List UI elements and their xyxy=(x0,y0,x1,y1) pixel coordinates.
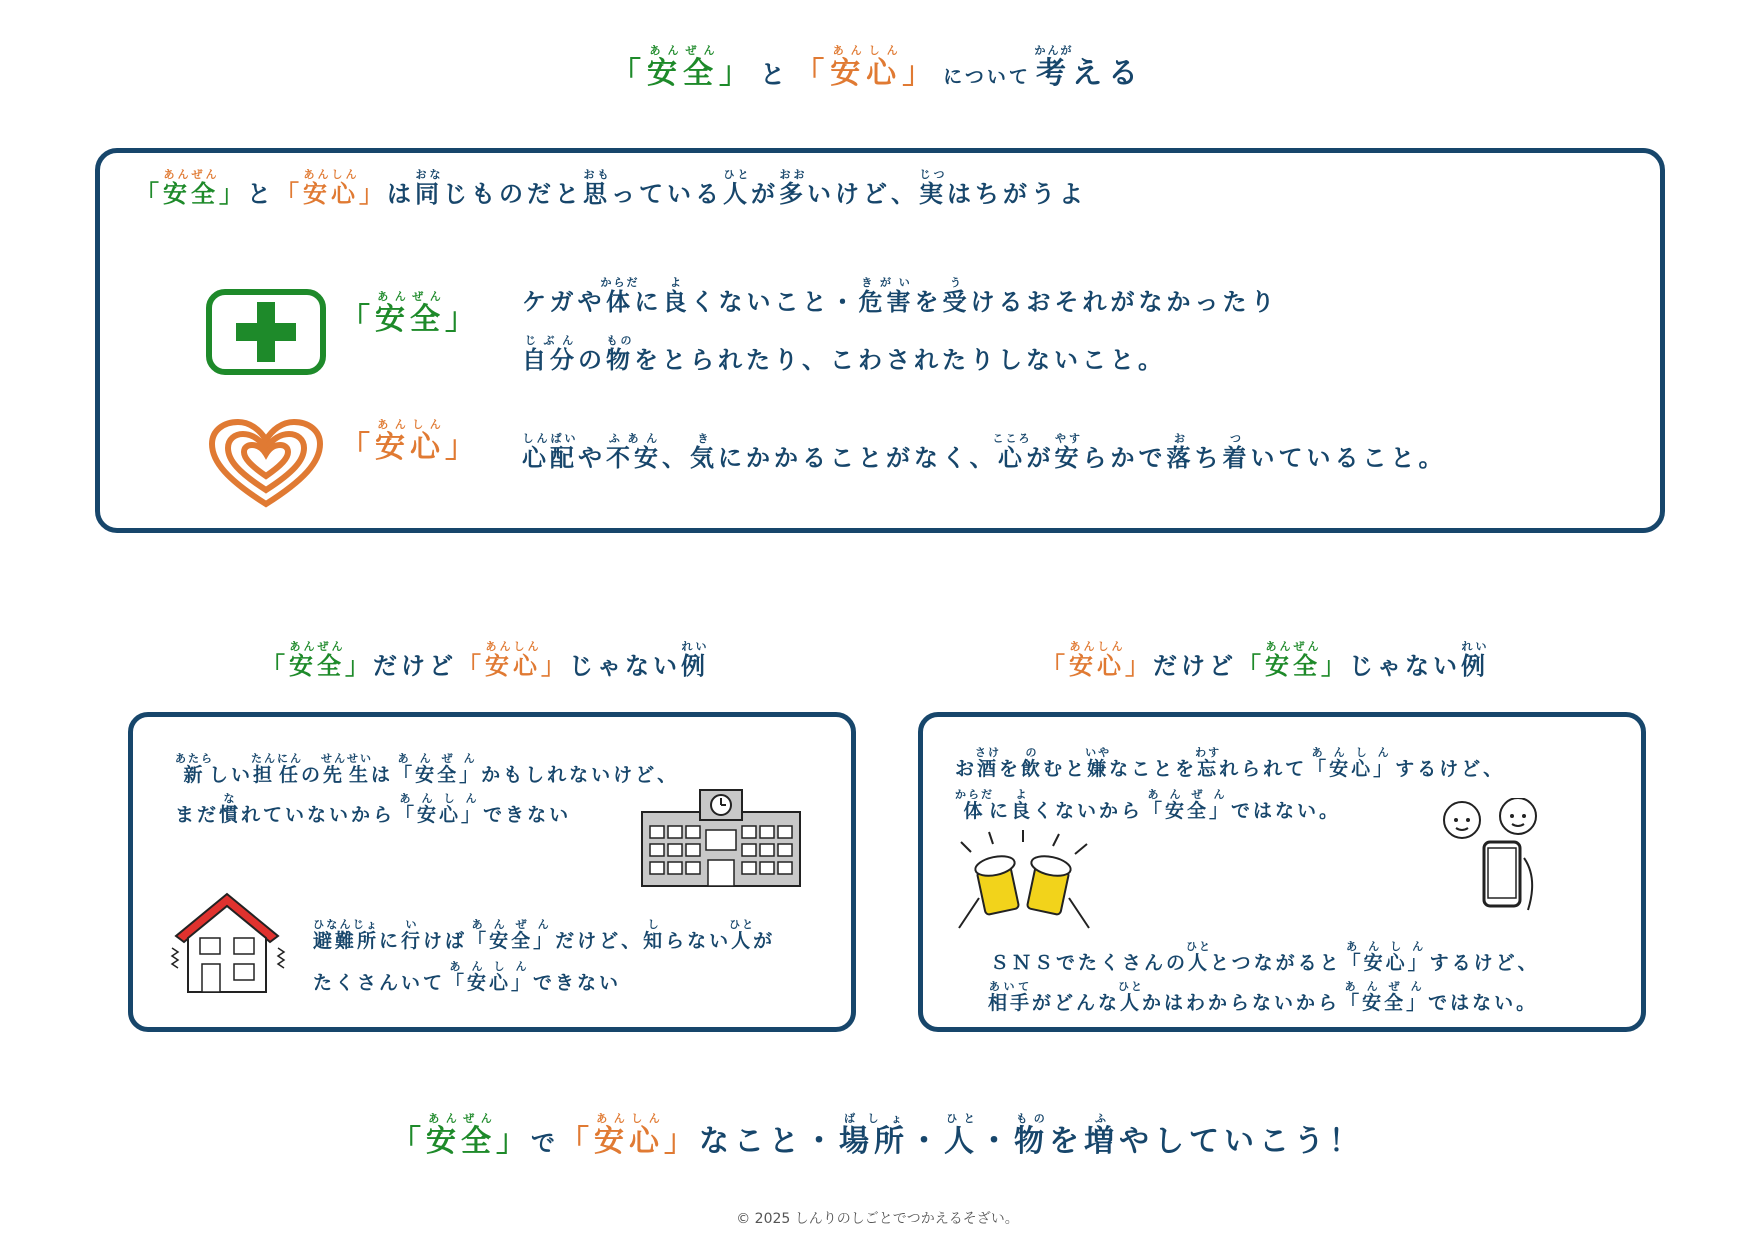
intro-to: と xyxy=(247,180,275,208)
left-example-1-line2: まだ慣なれていないから「安心」あんしんできない xyxy=(175,792,572,826)
intro-anzen: 「安全あんぜん」 xyxy=(135,168,247,208)
school-building-icon xyxy=(640,786,802,888)
footer-copyright: © 2025 しんりのしごとでつかえるそざい。 xyxy=(736,1211,1019,1227)
def-anshin-text: 心配しんぱいや不安ふあん、気きにかかることがなく、心こころが安やすらかで落おち着ついていること。 xyxy=(522,432,1447,472)
left-example-2-line2: たくさんいて「安心」あんしんできない xyxy=(313,960,622,994)
left-heading: 「安全あんぜん」だけど「安心あんしん」じゃない例れい xyxy=(261,640,709,680)
def-anzen-label: 「安全あんぜん」 xyxy=(340,290,480,337)
title-anshin: 「安心あんしん」 xyxy=(794,44,939,91)
right-example-2-line1: ＳＮＳでたくさんの人ひととつながると「安心」あんしんするけど、 xyxy=(990,940,1540,974)
smartphone-sns-icon xyxy=(1440,798,1552,916)
beer-toast-icon xyxy=(955,828,1093,932)
closing-line: 「安全あんぜん」で「安心あんしん」なこと・場所ばしょ・人ひと・物ものを増ふやしていこう！ xyxy=(391,1112,1364,1159)
left-example-1-line1: 新あたらしい担任たんにんの先生せんせいは「安全」あんぜんかもしれないけど、 xyxy=(175,752,680,786)
heart-icon xyxy=(208,418,324,510)
intro-text: は同おなじものだと思おもっている人ひとが多おおいけど、実じつはちがうよ xyxy=(387,168,1087,208)
page-title xyxy=(0,44,1755,89)
intro-anshin: 「安心あんしん」 xyxy=(275,168,387,208)
title-anzen: 「安全あんぜん」 xyxy=(610,44,755,91)
right-example-2-line2: 相手あいてがどんな人ひとかはわからないから「安全」あんぜんではない。 xyxy=(988,980,1539,1014)
title-kangaeru: 考かんがえる xyxy=(1034,44,1144,91)
left-example-2-line1: 避難所ひなんじょに行いけば「安全」あんぜんだけど、知しらない人ひとが xyxy=(313,918,776,952)
right-heading: 「安心あんしん」だけど「安全あんぜん」じゃない例れい xyxy=(1041,640,1489,680)
def-anshin-label: 「安心あんしん」 xyxy=(340,418,480,465)
first-aid-icon xyxy=(205,288,327,376)
intro-line xyxy=(135,168,1087,206)
right-example-1-line1: お酒さけを飲のむと嫌いやなことを忘わすれられて「安心」あんしんするけど、 xyxy=(955,746,1506,780)
title-to: と xyxy=(760,60,790,89)
right-example-1-line2: 体からだに良よくないから「安全」あんぜんではない。 xyxy=(955,788,1342,822)
title-nitsuite: について xyxy=(943,66,1031,88)
def-anzen-line2: 自分じぶんの物ものをとられたり、こわされたりしないこと。 xyxy=(522,334,1166,374)
house-icon xyxy=(168,888,286,996)
def-anzen-line1: ケガや体からだに良よくないこと・危害きがいを受うけるおそれがなかったり xyxy=(522,276,1279,316)
